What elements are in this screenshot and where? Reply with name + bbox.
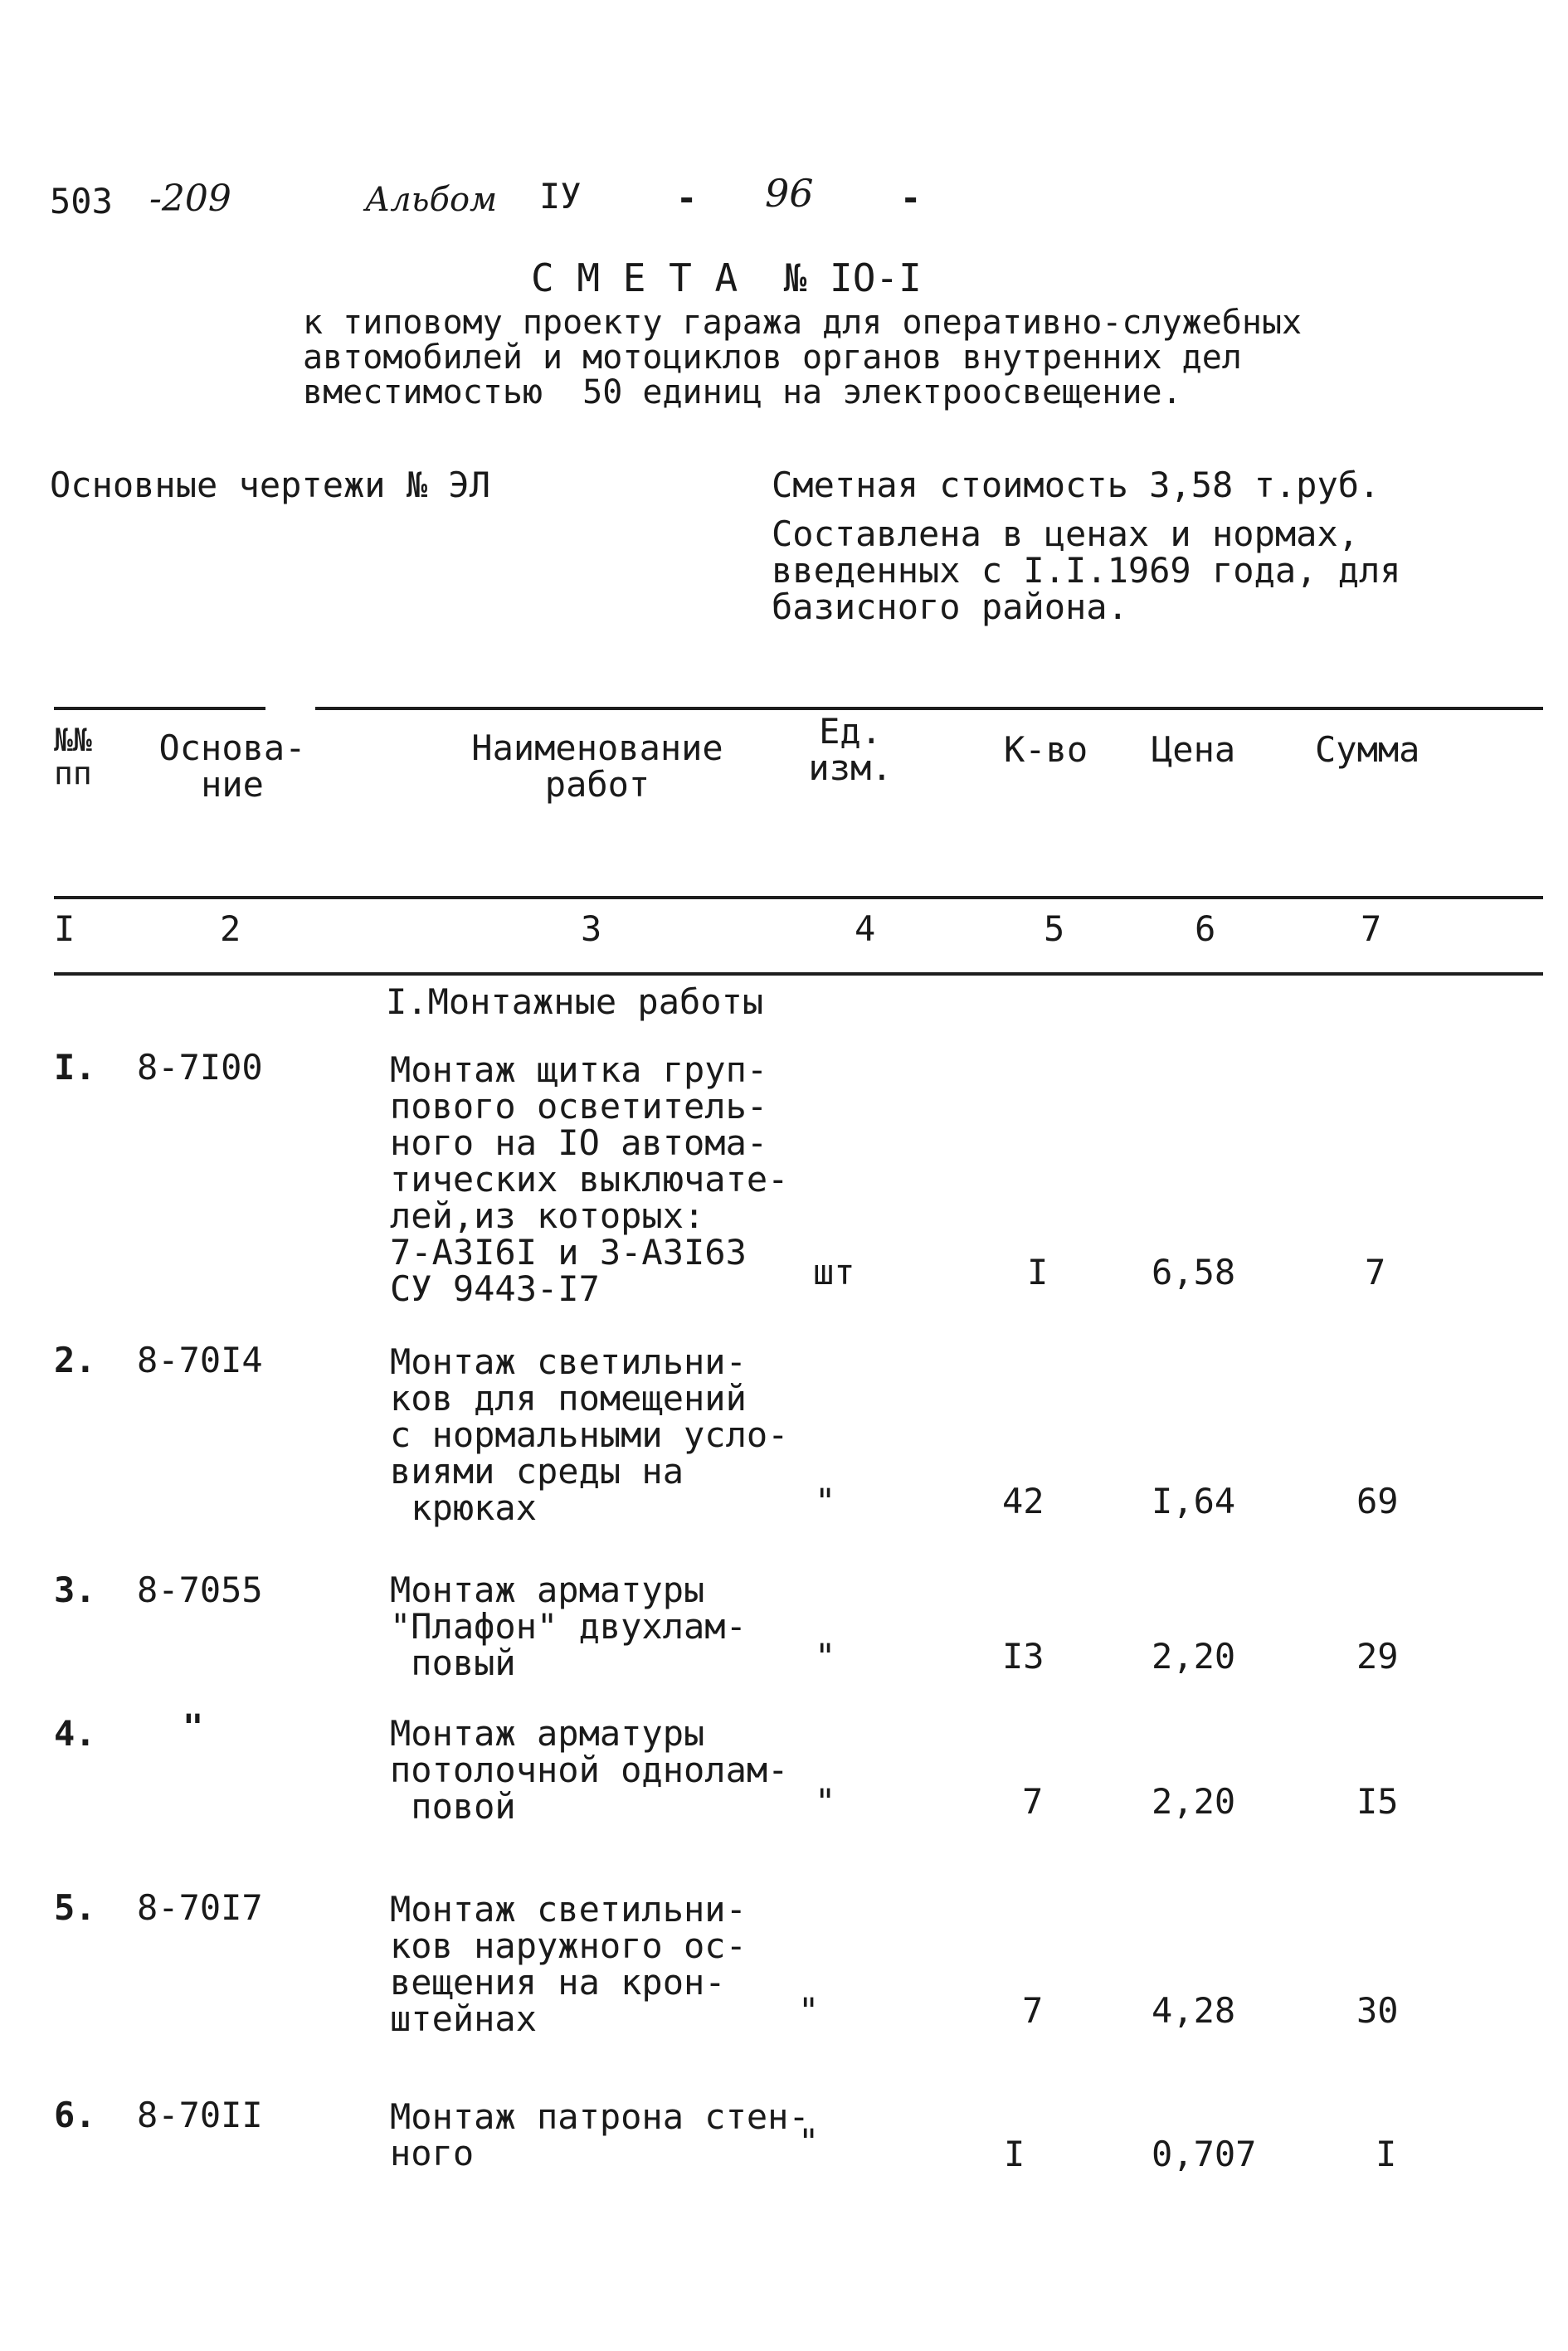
album-label: Альбом — [365, 181, 498, 219]
row-basis: 8-70I7 — [137, 1887, 263, 1928]
row-sum: I — [1376, 2134, 1397, 2174]
row-basis: 8-7055 — [137, 1570, 263, 1610]
header-unit: Ед. изм. — [808, 711, 893, 788]
row-number: 5. — [54, 1887, 96, 1928]
row-name: Монтаж патрона стен- ного — [390, 2096, 810, 2173]
header-price: Цена — [1152, 729, 1236, 770]
row-price: 2,20 — [1152, 1636, 1236, 1677]
row-name: Монтаж светильни- ков наружного ос- вещения на крон- штейнах — [390, 1889, 747, 2039]
section-title: I.Монтажные работы — [386, 981, 764, 1022]
row-qty: I3 — [1002, 1636, 1045, 1677]
header-num: №№ пп — [54, 722, 92, 791]
column-number-2: 2 — [220, 908, 241, 949]
header-basis: Основа- ние — [158, 728, 306, 805]
row-price: I,64 — [1152, 1481, 1236, 1521]
row-sum: 7 — [1365, 1252, 1386, 1292]
row-basis: " — [183, 1706, 204, 1747]
header-dash-1: - — [676, 178, 698, 218]
row-sum: I5 — [1356, 1781, 1399, 1822]
table-header-rule — [54, 896, 1543, 899]
row-price: 2,20 — [1152, 1781, 1236, 1822]
row-sum: 29 — [1356, 1636, 1399, 1677]
main-drawings: Основные чертежи № ЭЛ — [50, 465, 491, 505]
column-number-1: I — [54, 908, 75, 949]
row-unit: шт — [813, 1252, 855, 1292]
row-number: 3. — [54, 1570, 96, 1610]
header-dash-2: - — [900, 178, 922, 218]
row-qty: 42 — [1002, 1481, 1045, 1521]
row-number: 2. — [54, 1340, 96, 1380]
row-name: Монтаж арматуры "Плафон" двухлам- повый — [390, 1570, 747, 1683]
row-unit: " — [798, 1990, 820, 2031]
row-unit: " — [815, 1781, 836, 1822]
row-sum: 30 — [1356, 1990, 1399, 2031]
column-number-5: 5 — [1044, 908, 1065, 949]
row-unit: " — [815, 1636, 836, 1677]
album-number: IУ — [539, 176, 582, 217]
row-unit: " — [815, 1481, 836, 1521]
page-handwritten: 96 — [765, 171, 814, 216]
column-number-4: 4 — [855, 908, 876, 949]
row-qty: I — [1004, 2134, 1025, 2174]
row-number: 4. — [54, 1713, 96, 1754]
header-sum: Сумма — [1315, 729, 1420, 770]
row-qty: 7 — [1022, 1990, 1044, 2031]
table-top-rule-left — [54, 707, 265, 710]
row-unit: " — [798, 2121, 820, 2162]
column-number-3: 3 — [581, 908, 602, 949]
document-subtitle: к типовому проекту гаража для оперативно-служебных автомобилей и мотоциклов органов внутренних дел вместимостью 50 единиц на электроосвещение. — [303, 304, 1303, 411]
row-sum: 69 — [1356, 1481, 1399, 1521]
row-basis: 8-70II — [137, 2095, 263, 2135]
row-qty: I — [1027, 1252, 1049, 1292]
row-name: Монтаж щитка груп- пового осветитель- ного на IO автома- тических выключате- лей,из которых: 7-А3I6I и 3-А3I63 СУ 9443-I7 — [390, 1049, 789, 1309]
row-price: 4,28 — [1152, 1990, 1236, 2031]
header-qty: К-во — [1004, 729, 1088, 770]
price-basis: Составлена в ценах и нормах, введенных с I.I.1969 года, для базисного района. — [772, 514, 1401, 627]
column-number-7: 7 — [1361, 908, 1382, 949]
document-title: С М Е Т А № IO-I — [531, 256, 922, 300]
series-number: 503 — [50, 181, 113, 221]
row-price: 0,707 — [1152, 2134, 1257, 2174]
row-number: 6. — [54, 2095, 96, 2135]
row-qty: 7 — [1022, 1781, 1044, 1822]
table-top-rule-right — [315, 707, 1543, 710]
row-name: Монтаж светильни- ков для помещений с нормальными усло- виями среды на крюках — [390, 1341, 789, 1528]
row-number: I. — [54, 1047, 96, 1088]
row-price: 6,58 — [1152, 1252, 1236, 1292]
estimated-cost: Сметная стоимость 3,58 т.руб. — [772, 465, 1381, 505]
table-numbers-rule — [54, 972, 1543, 976]
row-basis: 8-70I4 — [137, 1340, 263, 1380]
series-handwritten: -209 — [149, 178, 231, 220]
column-number-6: 6 — [1195, 908, 1216, 949]
header-name: Наименование работ — [471, 728, 723, 805]
row-name: Монтаж арматуры потолочной однолам- повой — [390, 1713, 789, 1827]
row-basis: 8-7I00 — [137, 1047, 263, 1088]
